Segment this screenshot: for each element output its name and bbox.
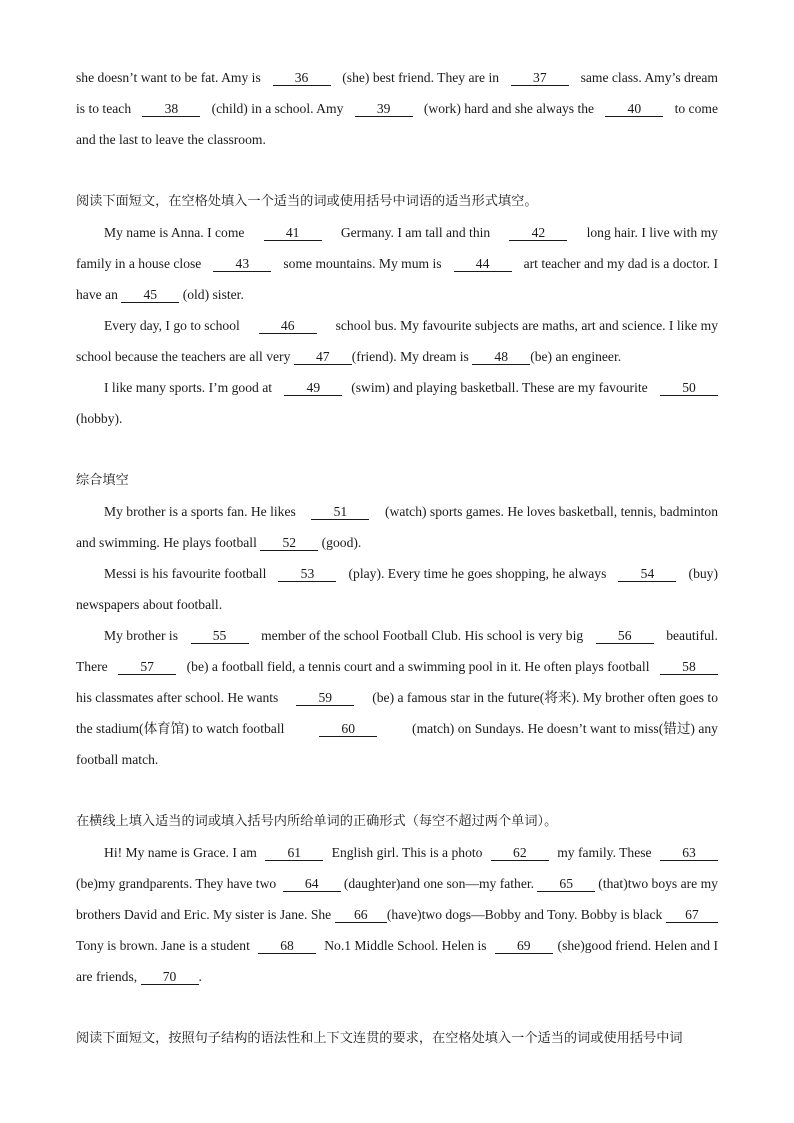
text-line — [76, 682, 718, 713]
text-segment: Germany. I am tall and thin — [337, 225, 494, 240]
text-line — [76, 620, 718, 651]
answer-blank[interactable]: 43 — [213, 257, 271, 272]
answer-blank[interactable]: 44 — [454, 257, 512, 272]
text-segment: (watch) sports games. He loves basketball, tennis, badminton — [381, 504, 718, 519]
text-segment: (be) a football field, a tennis court and a swimming pool in it. He often plays football — [183, 659, 653, 674]
text-line — [76, 124, 718, 155]
text-line — [76, 713, 718, 744]
section-heading: 在横线上填入适当的词或填入括号内所给单词的正确形式（每空不超过两个单词）。 — [76, 814, 558, 829]
text-line — [76, 248, 718, 279]
text-segment: Every day, I go to school — [104, 318, 244, 333]
text-line — [76, 527, 718, 558]
text-line — [76, 217, 718, 248]
text-segment: same class. Amy’s dream — [577, 70, 718, 85]
answer-blank[interactable]: 59 — [296, 691, 354, 706]
answer-blank[interactable]: 36 — [273, 71, 331, 86]
text-segment: art teacher and my dad is a doctor. I — [520, 256, 718, 271]
text-line — [76, 930, 718, 961]
answer-blank[interactable]: 67 — [666, 908, 718, 923]
text-segment: school bus. My favourite subjects are maths, art and science. I like my — [332, 318, 718, 333]
text-line — [76, 372, 718, 403]
text-segment: (she) best friend. They are in — [338, 70, 503, 85]
answer-blank[interactable]: 42 — [509, 226, 567, 241]
text-segment: (play). Every time he goes shopping, he always — [345, 566, 610, 581]
text-segment: is to teach — [76, 101, 135, 116]
text-segment: (be) an engineer. — [530, 349, 622, 364]
text-line — [76, 589, 718, 620]
text-segment: Tony is brown. Jane is a student — [76, 938, 254, 953]
answer-blank[interactable]: 39 — [355, 102, 413, 117]
answer-blank[interactable]: 53 — [278, 567, 336, 582]
text-segment: are friends, — [76, 969, 141, 984]
section-gap — [76, 992, 718, 1023]
text-segment: Hi! My name is Grace. I am — [104, 845, 261, 860]
text-line — [76, 899, 718, 930]
text-segment: have an — [76, 287, 122, 302]
answer-blank[interactable]: 40 — [605, 102, 663, 117]
text-segment: long hair. I live with my — [583, 225, 718, 240]
answer-blank[interactable]: 68 — [258, 939, 316, 954]
text-segment: she doesn’t want to be fat. Amy is — [76, 70, 265, 85]
text-line — [76, 341, 718, 372]
text-segment: . — [198, 969, 202, 984]
text-segment: There — [76, 659, 112, 674]
answer-blank[interactable]: 58 — [660, 660, 718, 675]
text-segment: and the last to leave the classroom. — [76, 132, 266, 147]
section-heading: 阅读下面短文，按照句子结构的语法性和上下文连贯的要求，在空格处填入一个适当的词或使用括号中词 — [76, 1031, 683, 1046]
text-line — [76, 961, 718, 992]
text-line — [76, 496, 718, 527]
text-segment: beautiful. — [662, 628, 718, 643]
text-segment: brothers David and Eric. My sister is Jane. She — [76, 907, 335, 922]
answer-blank[interactable]: 37 — [511, 71, 569, 86]
text-segment: (daughter)and one son—my father. — [343, 876, 535, 891]
text-segment: my family. These — [553, 845, 655, 860]
answer-blank[interactable]: 61 — [265, 846, 323, 861]
text-segment: Messi is his favourite football — [104, 566, 270, 581]
answer-blank[interactable]: 47 — [294, 350, 352, 365]
answer-blank[interactable]: 56 — [596, 629, 654, 644]
answer-blank[interactable]: 66 — [335, 908, 387, 923]
text-line — [76, 310, 718, 341]
answer-blank[interactable]: 69 — [495, 939, 553, 954]
section-gap — [76, 434, 718, 465]
answer-blank[interactable]: 55 — [191, 629, 249, 644]
answer-blank[interactable]: 41 — [264, 226, 322, 241]
text-segment: the stadium(体育馆) to watch football — [76, 721, 288, 736]
text-segment: I like many sports. I’m good at — [104, 380, 276, 395]
answer-blank[interactable]: 60 — [319, 722, 377, 737]
text-segment: No.1 Middle School. Helen is — [320, 938, 490, 953]
answer-blank[interactable]: 45 — [121, 288, 179, 303]
text-segment: (old) sister. — [179, 287, 244, 302]
text-segment: (she)good friend. Helen and I — [557, 938, 718, 953]
text-segment: My brother is a sports fan. He likes — [104, 504, 300, 519]
text-segment: (be)my grandparents. They have two — [76, 876, 280, 891]
text-line — [76, 62, 718, 93]
text-segment: football match. — [76, 752, 159, 767]
text-line — [76, 651, 718, 682]
answer-blank[interactable]: 54 — [618, 567, 676, 582]
answer-blank[interactable]: 38 — [142, 102, 200, 117]
text-segment: (have)two dogs—Bobby and Tony. Bobby is black — [386, 907, 666, 922]
text-segment: his classmates after school. He wants — [76, 690, 282, 705]
text-segment: to come — [671, 101, 718, 116]
section-gap — [76, 155, 718, 186]
text-segment: family in a house close — [76, 256, 205, 271]
text-segment: some mountains. My mum is — [279, 256, 445, 271]
section-heading: 阅读下面短文，在空格处填入一个适当的词或使用括号中词语的适当形式填空。 — [76, 194, 538, 209]
text-line — [76, 403, 718, 434]
text-segment: (swim) and playing basketball. These are my favourite — [351, 380, 652, 395]
text-segment: (hobby). — [76, 411, 123, 426]
text-segment: (work) hard and she always the — [420, 101, 598, 116]
text-segment: (be) a famous star in the future(将来). My brother often goes to — [368, 690, 718, 705]
answer-blank[interactable]: 63 — [660, 846, 718, 861]
text-segment: newspapers about football. — [76, 597, 223, 612]
text-segment: member of the school Football Club. His school is very big — [257, 628, 587, 643]
text-segment: (match) on Sundays. He doesn’t want to miss(错过) any — [408, 721, 718, 736]
section-heading: 综合填空 — [76, 473, 129, 488]
text-segment: My brother is — [104, 628, 182, 643]
answer-blank[interactable]: 57 — [118, 660, 176, 675]
answer-blank[interactable]: 65 — [537, 877, 595, 892]
text-segment: and swimming. He plays football — [76, 535, 261, 550]
text-segment: My name is Anna. I come — [104, 225, 248, 240]
text-segment: (good). — [318, 535, 362, 550]
text-segment: English girl. This is a photo — [328, 845, 486, 860]
answer-blank[interactable]: 50 — [660, 381, 718, 396]
answer-blank[interactable]: 49 — [284, 381, 342, 396]
worksheet-page — [76, 62, 718, 1054]
text-line — [76, 868, 718, 899]
text-line — [76, 93, 718, 124]
answer-blank[interactable]: 64 — [283, 877, 341, 892]
text-segment: (buy) — [685, 566, 718, 581]
answer-blank[interactable]: 51 — [311, 505, 369, 520]
text-line — [76, 837, 718, 868]
answer-blank[interactable]: 62 — [491, 846, 549, 861]
answer-blank[interactable]: 48 — [472, 350, 530, 365]
text-segment: (that)two boys are my — [598, 876, 718, 891]
text-segment: (friend). My dream is — [351, 349, 473, 364]
answer-blank[interactable]: 52 — [260, 536, 318, 551]
answer-blank[interactable]: 70 — [141, 970, 199, 985]
section-gap — [76, 775, 718, 806]
text-line — [76, 558, 718, 589]
text-segment: school because the teachers are all very — [76, 349, 294, 364]
answer-blank[interactable]: 46 — [259, 319, 317, 334]
text-segment: (child) in a school. Amy — [208, 101, 347, 116]
text-line — [76, 744, 718, 775]
text-line — [76, 279, 718, 310]
